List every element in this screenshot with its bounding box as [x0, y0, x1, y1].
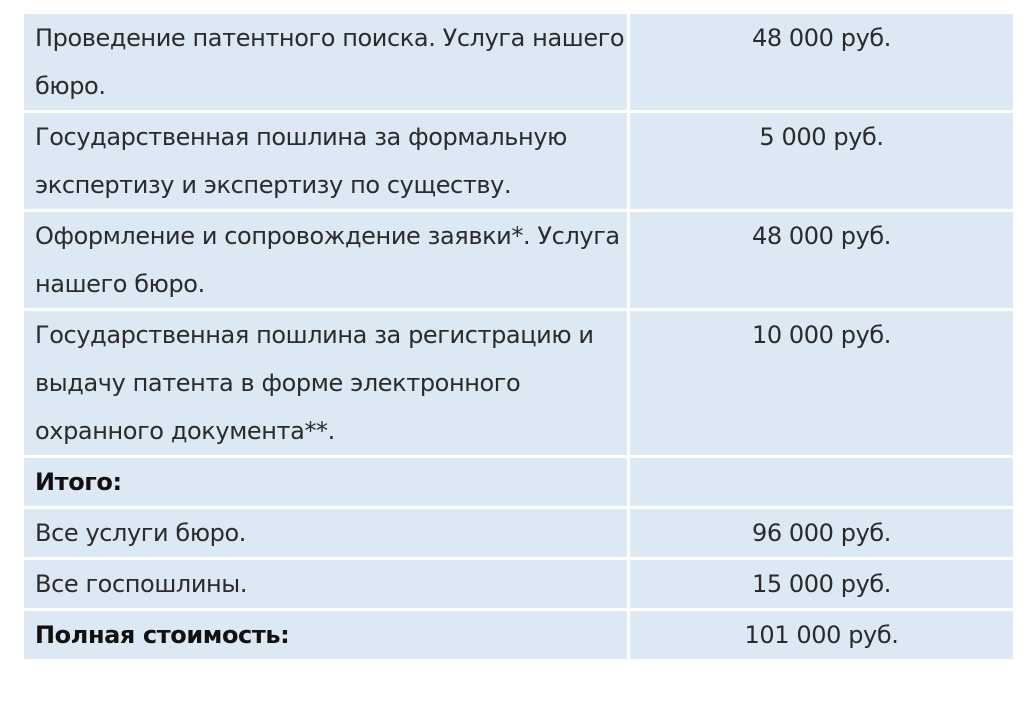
table-row [24, 311, 1013, 458]
price-table-container [24, 14, 1013, 662]
price-text: 48 000 руб. [751, 24, 892, 52]
table-row [24, 14, 1013, 113]
service-text: Оформление и сопровождение заявки*. Услуга нашего бюро. [35, 222, 620, 298]
price-table [24, 14, 1013, 662]
service-text: Проведение патентного поиска. Услуга нашего бюро. [35, 24, 625, 100]
price-cell [630, 509, 1013, 560]
service-cell [24, 560, 630, 611]
service-cell [24, 14, 630, 113]
service-cell [24, 458, 630, 509]
service-cell [24, 212, 630, 311]
price-cell [630, 14, 1013, 113]
price-cell [630, 212, 1013, 311]
price-cell [630, 113, 1013, 212]
service-cell [24, 311, 630, 458]
price-cell [630, 611, 1013, 662]
price-cell [630, 311, 1013, 458]
price-text: 15 000 руб. [751, 570, 892, 598]
table-row [24, 560, 1013, 611]
service-text: Государственная пошлина за регистрацию и выдачу патента в форме электронного охранного документа**. [35, 321, 594, 445]
service-cell [24, 611, 630, 662]
price-cell [630, 458, 1013, 509]
price-cell [630, 560, 1013, 611]
service-cell [24, 113, 630, 212]
total-cost-row [24, 611, 1013, 662]
price-text: 96 000 руб. [751, 519, 892, 547]
service-text: Все услуги бюро. [35, 519, 246, 547]
service-text: Государственная пошлина за формальную экспертизу и экспертизу по существу. [35, 123, 567, 199]
price-text: 5 000 руб. [759, 123, 884, 151]
table-row [24, 509, 1013, 560]
price-text: 10 000 руб. [751, 321, 892, 349]
table-row [24, 113, 1013, 212]
total-heading-row [24, 458, 1013, 509]
service-text: Все госпошлины. [35, 570, 248, 598]
total-cost-value: 101 000 руб. [744, 621, 899, 649]
total-cost-label: Полная стоимость: [35, 621, 290, 649]
price-text: 48 000 руб. [751, 222, 892, 250]
table-row [24, 212, 1013, 311]
total-heading: Итого: [35, 468, 122, 496]
service-cell [24, 509, 630, 560]
